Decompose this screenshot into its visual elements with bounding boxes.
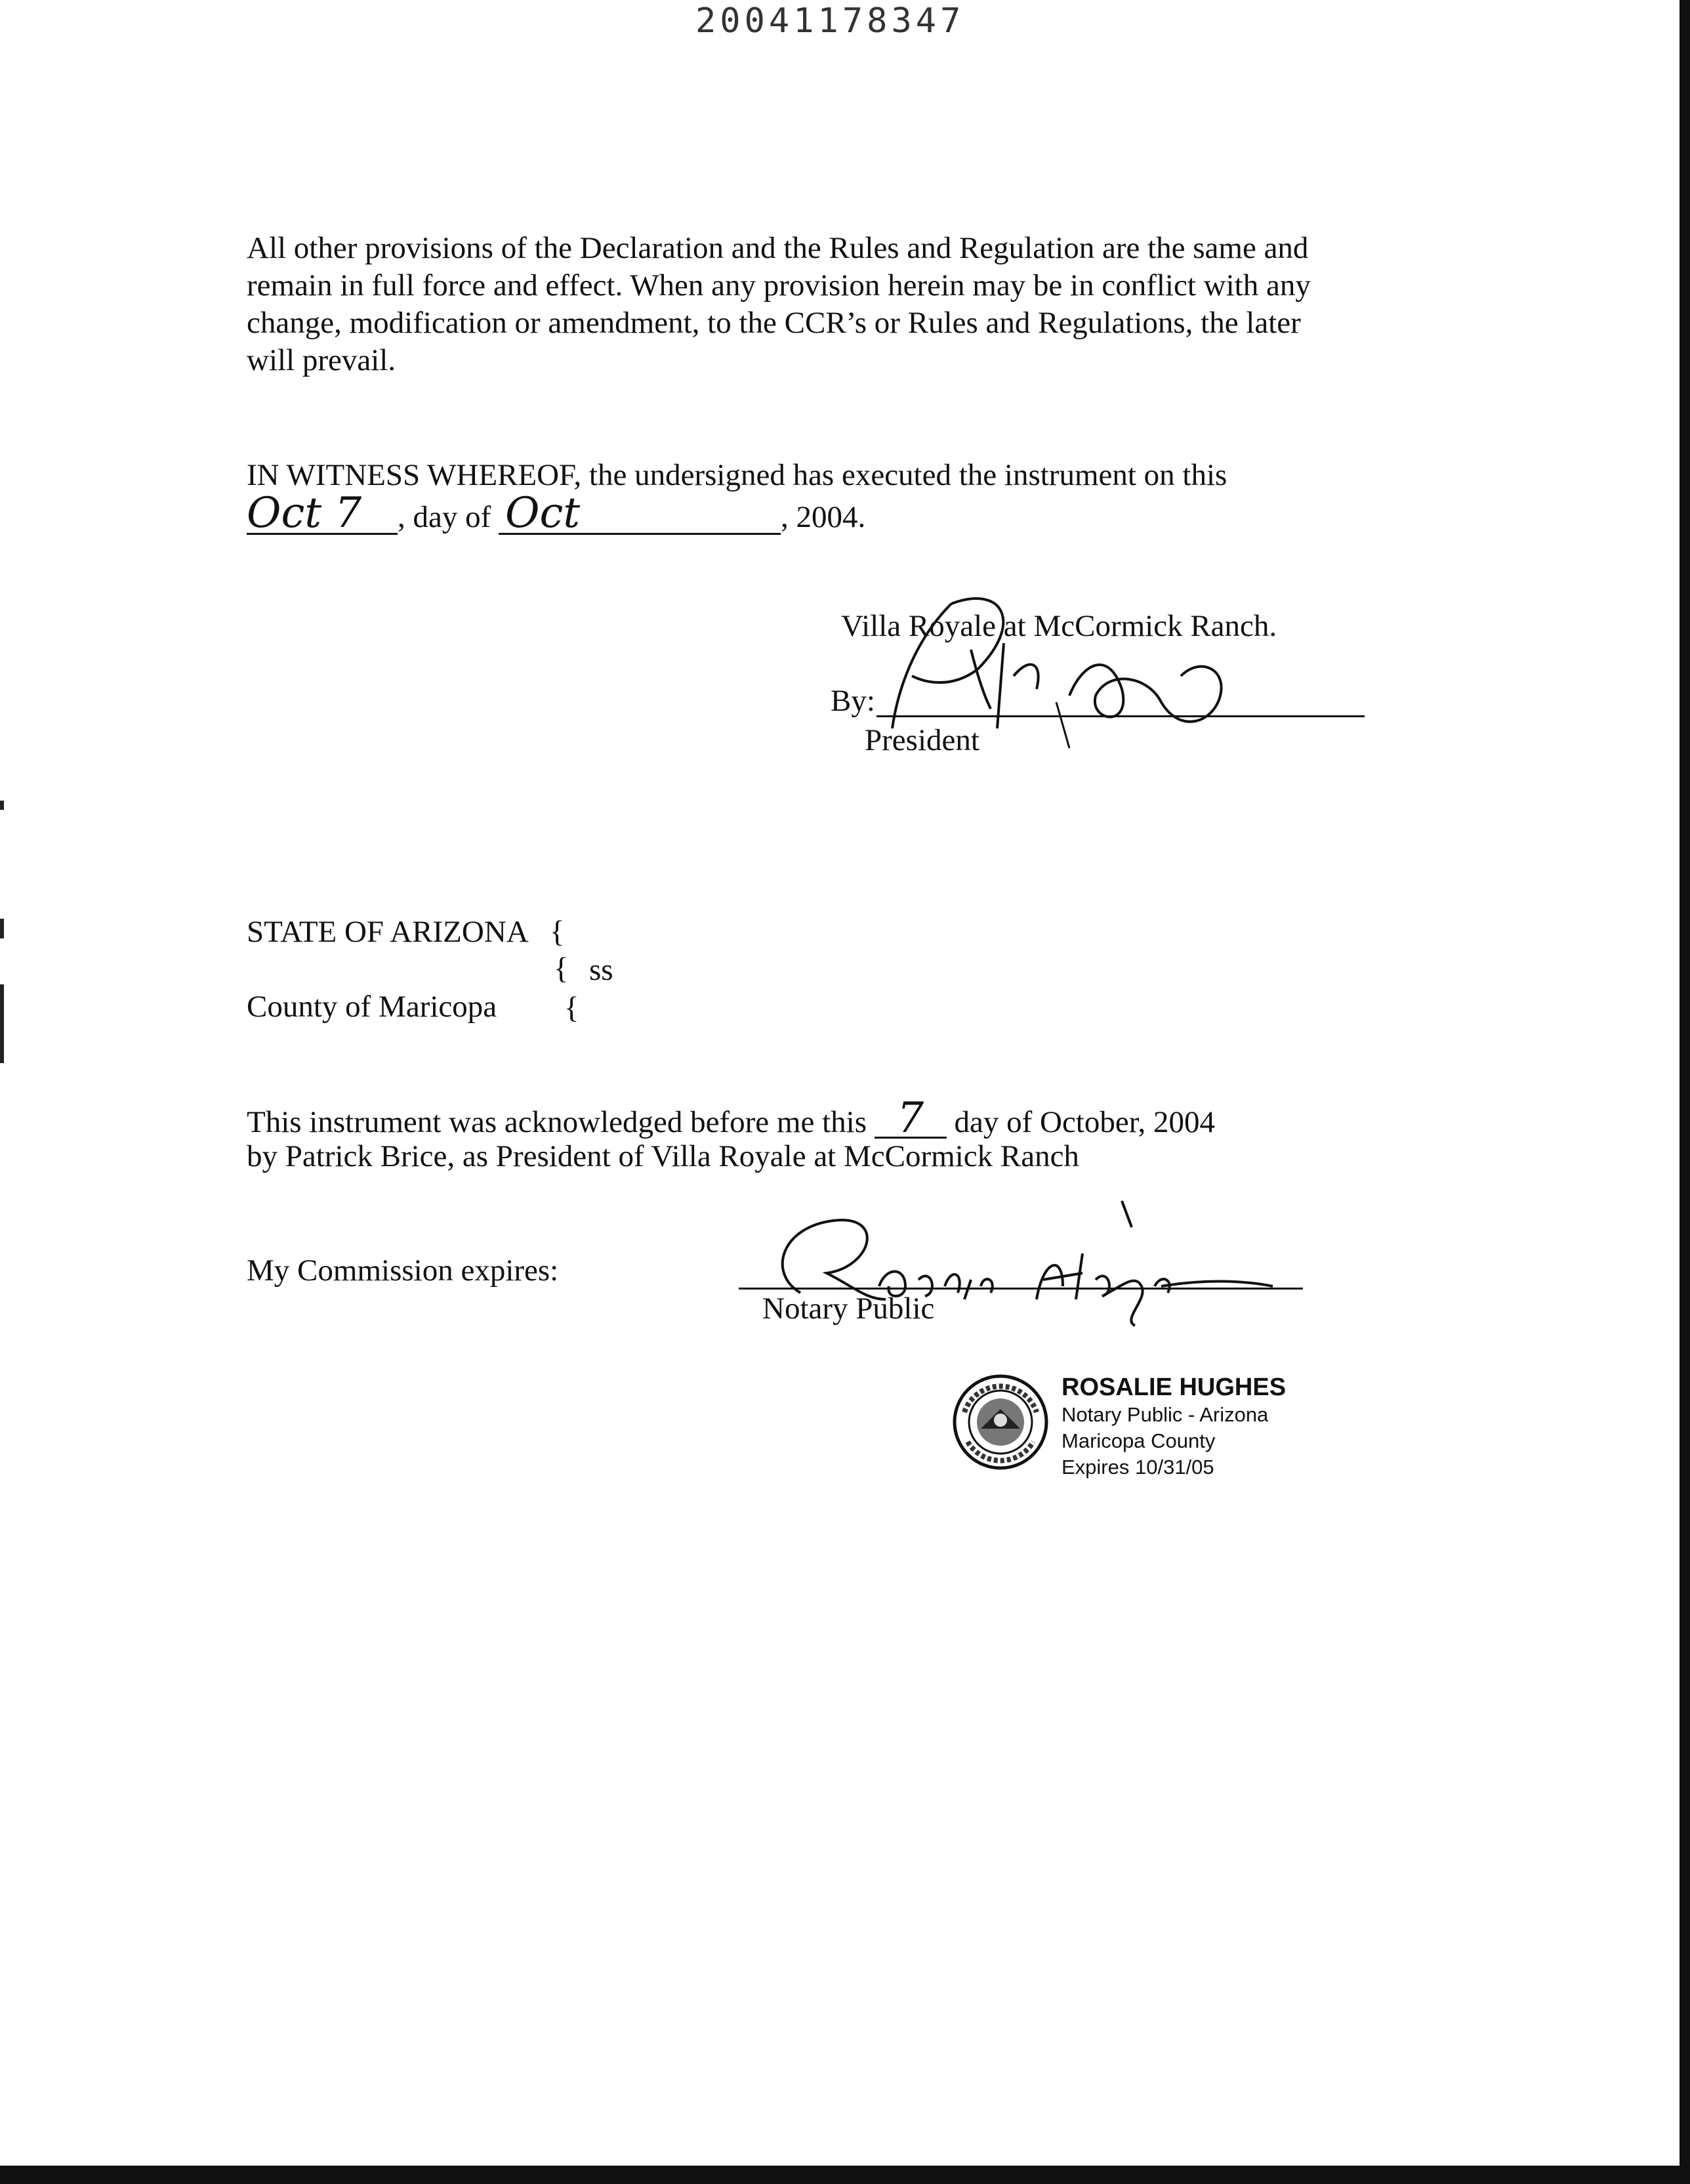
notary-signature (754, 1188, 1306, 1332)
document-number: 20041178347 (695, 1, 965, 41)
handwritten-day: Oct 7 (247, 494, 398, 535)
scan-mark (0, 801, 4, 810)
by-label: By: (831, 684, 875, 718)
provisions-paragraph (247, 230, 1401, 379)
stamp-county: Maricopa County (1061, 1429, 1216, 1452)
scan-edge-right (1680, 0, 1690, 2184)
president-title: President (865, 723, 979, 757)
state-label: STATE OF ARIZONA (247, 915, 529, 949)
brace-2: { (554, 952, 569, 986)
stamp-name: ROSALIE HUGHES (1061, 1374, 1287, 1401)
organization-name: Villa Royale at McCormick Ranch. (841, 609, 1277, 643)
handwritten-ack-day: 7 (875, 1100, 947, 1139)
paragraph-line: remain in full force and effect. When any provision herein may be in conflict with any (247, 268, 1311, 303)
notary-seal-icon (951, 1373, 1050, 1471)
brace-1: { (550, 915, 565, 949)
scan-mark (0, 919, 4, 938)
paragraph-line: All other provisions of the Declaration and the Rules and Regulation are the same and (247, 231, 1309, 265)
ss-label: ss (589, 953, 613, 987)
stamp-expires: Expires 10/31/05 (1061, 1456, 1214, 1479)
commission-label: My Commission expires: (247, 1253, 559, 1288)
acknowledgment-line-1 (247, 1094, 1215, 1143)
acknowledgment-line-2: by Patrick Brice, as President of Villa Royale at McCormick Ranch (247, 1139, 1079, 1173)
ack-suffix: day of October, 2004 (954, 1105, 1215, 1139)
scan-mark (0, 984, 4, 1063)
handwritten-month: Oct (499, 494, 781, 535)
witness-date-line (247, 489, 866, 537)
county-label: County of Maricopa (247, 990, 497, 1024)
stamp-title: Notary Public - Arizona (1061, 1403, 1269, 1426)
notary-public-label: Notary Public (762, 1292, 935, 1326)
scan-edge-bottom (0, 2166, 1690, 2184)
day-of-label: , day of (398, 500, 491, 534)
witness-clause: IN WITNESS WHEREOF, the undersigned has executed the instrument on this (247, 458, 1227, 492)
paragraph-line: change, modification or amendment, to the CCR’s or Rules and Regulations, the later (247, 306, 1301, 340)
year-label: , 2004. (781, 500, 866, 534)
ack-prefix: This instrument was acknowledged before me this (247, 1105, 867, 1139)
president-signature (873, 578, 1240, 761)
brace-3: { (564, 991, 579, 1025)
paragraph-line: will prevail. (247, 343, 396, 377)
